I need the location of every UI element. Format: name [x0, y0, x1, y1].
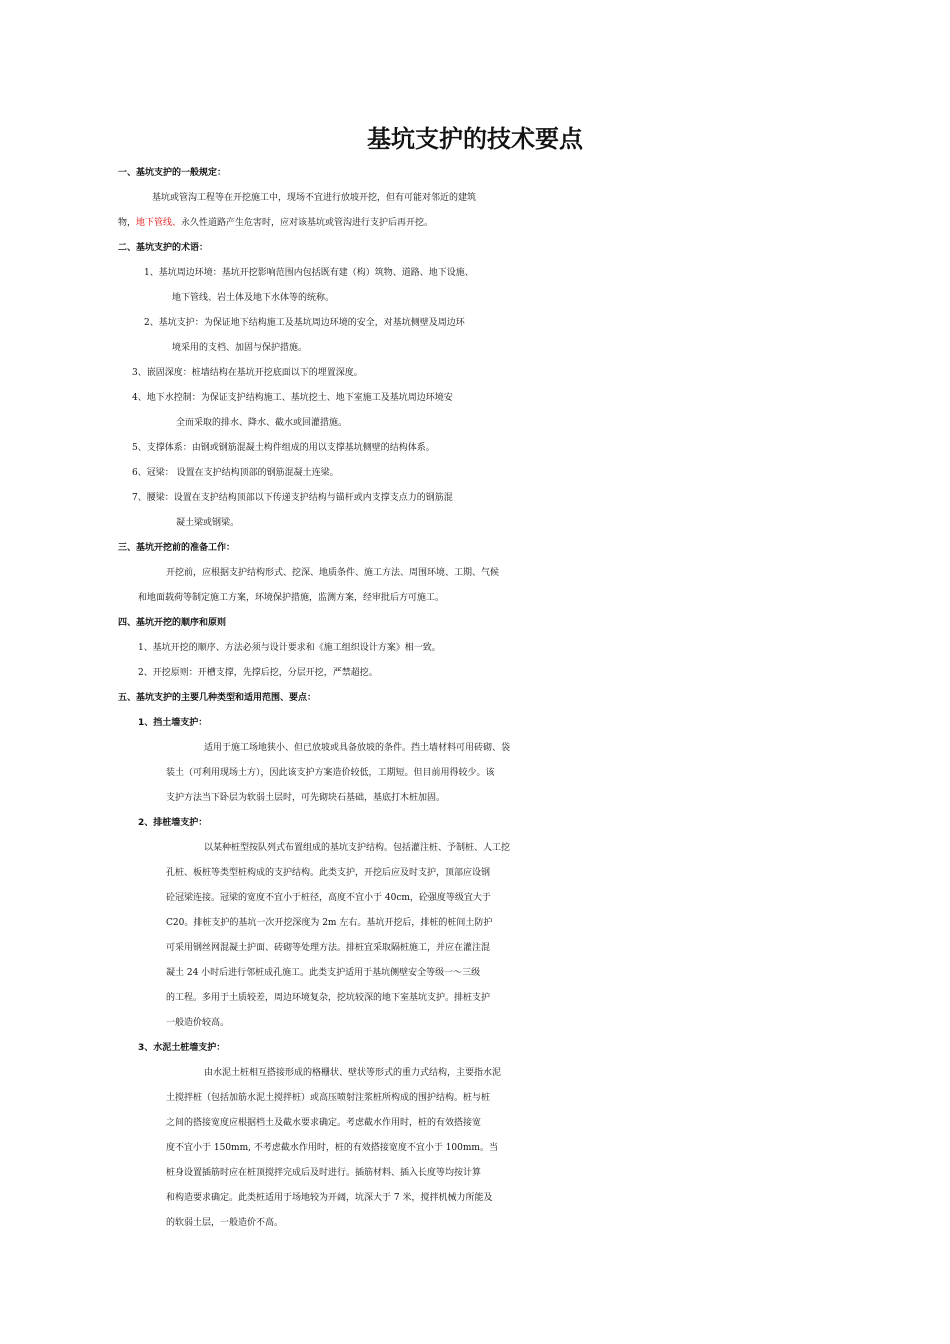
- paragraph-line: 开挖前，应根据支护结构形式、挖深、地质条件、施工方法、周围环境、工期、气候: [166, 568, 500, 578]
- list-item: 3、嵌固深度：桩墙结构在基坑开挖底面以下的埋置深度。: [132, 368, 363, 378]
- paragraph-line: [0, 211, 950, 235]
- list-item-continuation: 凝土梁或钢梁。: [176, 518, 240, 528]
- text-run: 永久性道路产生危害时，应对该基坑或管沟进行支护后再开挖。: [181, 218, 434, 228]
- list-item: 2、开挖原则：开槽支撑，先撑后挖，分层开挖，严禁超挖。: [138, 668, 378, 678]
- paragraph-line: 和构造要求确定。此类桩适用于场地较为开阔，坑深大于 7 米，搅拌机械力所能及: [166, 1193, 493, 1203]
- section-heading-3: 三、基坑开挖前的准备工作：: [118, 543, 236, 553]
- list-item: 7、腰梁：设置在支护结构顶部以下传递支护结构与锚杆或内支撑支点力的钢筋混: [132, 493, 453, 503]
- list-item: 2、基坑支护：为保证地下结构施工及基坑周边环境的安全，对基坑侧壁及周边环: [144, 318, 465, 328]
- paragraph-line: 的软弱土层，一般造价不高。: [166, 1218, 284, 1228]
- paragraph-line: 基坑或管沟工程等在开挖施工中，现场不宜进行放坡开挖，但有可能对邻近的建筑: [152, 193, 477, 203]
- paragraph-line: 之间的搭接宽度应根据档土及截水要求确定。考虑截水作用时，桩的有效搭接宽: [166, 1118, 482, 1128]
- paragraph-line: 装土（可利用现场土方），因此该支护方案造价较低，工期短。但目前用得较少。该: [166, 768, 495, 778]
- paragraph-line: 支护方法当下卧层为软弱土层时，可先砌块石基础，基底打木桩加固。: [166, 793, 446, 803]
- paragraph-line: 以某种桩型按队列式布置组成的基坑支护结构。包括灌注桩、予制桩、人工挖: [204, 843, 511, 853]
- subsection-heading: 2、排桩墙支护：: [138, 818, 208, 828]
- paragraph-line: 凝土 24 小时后进行邻桩成孔施工。此类支护适用于基坑侧壁安全等级一～三级: [166, 968, 481, 978]
- section-heading-5: 五、基坑支护的主要几种类型和适用范围、要点：: [118, 693, 317, 703]
- section-heading-4: 四、基坑开挖的顺序和原则: [118, 618, 227, 628]
- paragraph-line: 适用于施工场地狭小、但已放坡或具备放坡的条件。挡土墙材料可用砖砌、袋: [204, 743, 511, 753]
- paragraph-line: 的工程。多用于土质较差，周边环境复杂，挖坑较深的地下室基坑支护。排桩支护: [166, 993, 491, 1003]
- paragraph-line: 和地面载荷等制定施工方案，环境保护措施，监测方案，经审批后方可施工。: [138, 593, 445, 603]
- list-item: 1、基坑开挖的顺序、方法必须与设计要求和《施工组织设计方案》相一致。: [138, 643, 441, 653]
- section-heading-2: 二、基坑支护的术语：: [118, 243, 209, 253]
- list-item: 5、支撑体系：由钢或钢筋混凝土构件组成的用以支撑基坑侧壁的结构体系。: [132, 443, 435, 453]
- list-item-continuation: 境采用的支档、加固与保护措施。: [172, 343, 308, 353]
- list-item: 4、地下水控制：为保证支护结构施工、基坑挖土、地下室施工及基坑周边环境安: [132, 393, 453, 403]
- list-item: 6、冠梁： 设置在支护结构顶部的钢筋混凝土连梁。: [132, 468, 339, 478]
- paragraph-line: 度不宜小于 150mm, 不考虑截水作用时，桩的有效搭接宽度不宜小于 100mm。当: [166, 1143, 498, 1153]
- list-item-continuation: 全而采取的排水、降水、截水或回灌措施。: [176, 418, 348, 428]
- paragraph-line: 孔桩、板桩等类型桩构成的支护结构。此类支护，开挖后应及时支护，顶部应设钢: [166, 868, 491, 878]
- paragraph-line: 土搅拌桩（包括加筋水泥土搅拌桩）或高压喷射注浆桩所构成的围护结构。桩与桩: [166, 1093, 491, 1103]
- subsection-heading: 3、水泥土桩墙支护：: [138, 1043, 226, 1053]
- paragraph-line: 砼冠梁连接。冠梁的宽度不宜小于桩径，高度不宜小于 40cm，砼强度等级宜大于: [166, 893, 491, 903]
- paragraph-line: 由水泥土桩相互搭接形成的格栅状、壁状等形式的重力式结构，主要指水泥: [204, 1068, 502, 1078]
- paragraph-line: 桩身设置插筋时应在桩顶搅拌完成后及时进行。插筋材料、插入长度等均按计算: [166, 1168, 482, 1178]
- text-run: 物，: [118, 218, 137, 228]
- list-item: 1、基坑周边环境：基坑开挖影响范围内包括既有建（构）筑物、道路、地下设施、: [144, 268, 474, 278]
- paragraph-line: 一般造价较高。: [166, 1018, 230, 1028]
- paragraph-line: C20。排桩支护的基坑一次开挖深度为 2m 左右。基坑开挖后，排桩的桩间土防护: [166, 918, 493, 928]
- section-heading-1: 一、基坑支护的一般规定：: [118, 168, 227, 178]
- page-title: 基坑支护的技术要点: [367, 125, 583, 153]
- paragraph-line: 可采用钢丝网混凝土护面、砖砌等处理方法。排桩宜采取隔桩施工，并应在灌注混: [166, 943, 491, 953]
- subsection-heading: 1、挡土墙支护：: [138, 718, 208, 728]
- highlighted-text: 地下管线、: [136, 218, 182, 228]
- list-item-continuation: 地下管线、岩土体及地下水体等的统称。: [172, 293, 335, 303]
